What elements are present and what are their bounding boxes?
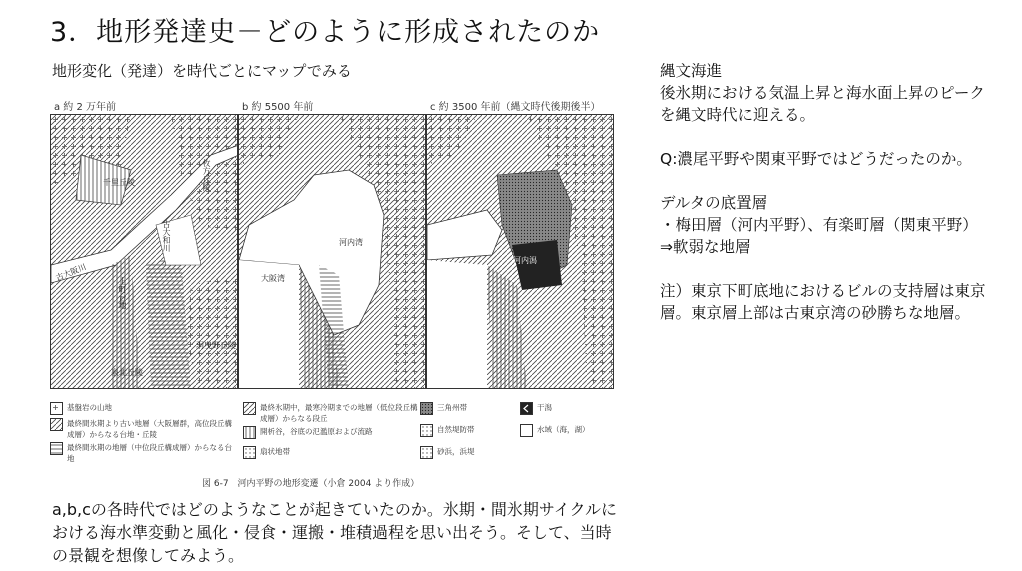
map-c <box>426 114 614 389</box>
map-a-text: 古大阪川 <box>54 262 88 283</box>
notes-delta-result: ⇒軟弱な地層 <box>660 238 751 256</box>
slide-title: 3．地形発達史－どのように形成されたのか <box>50 17 601 48</box>
map-a-text: 羽曳野丘陵 <box>196 341 236 350</box>
notes-delta-item: ・梅田層（河内平野）、有楽町層（関東平野） <box>660 216 978 234</box>
figure-legend <box>50 398 630 462</box>
notes-delta-heading: デルタの底置層 <box>660 194 768 212</box>
legend-item: 三角州帯 <box>420 402 467 415</box>
notes-text: 後氷期における気温上昇と海水面上昇のピークを縄文時代に迎える。 <box>660 84 985 124</box>
map-c-text: 河内潟 <box>513 256 537 265</box>
legend-item: 自然堤防帯 <box>420 424 475 437</box>
map-b-label: b 約 5500 年前 <box>242 102 314 113</box>
notes-panel <box>660 60 990 324</box>
map-a <box>50 114 238 389</box>
map-a-text: 泉北丘陵 <box>111 368 143 377</box>
legend-item: 扇状地帯 <box>243 446 290 459</box>
legend-item: 最終間氷期の地層（中位段丘構成層）からなる台地 <box>50 442 235 464</box>
legend-item: 水域（海，湖） <box>520 424 590 437</box>
landform-figure <box>50 98 630 493</box>
map-b <box>238 114 426 389</box>
legend-item: 開析谷，谷底の氾濫原および流路 <box>243 426 423 439</box>
map-a-text: 古大和川 <box>162 220 171 252</box>
slide-subtitle: 地形変化（発達）を時代ごとにマップでみる <box>52 62 352 80</box>
notes-question: Q:濃尾平野や関東平野ではどうだったのか。 <box>660 150 972 168</box>
figure-caption: 図 6-7 河内平野の地形変遷（小倉 2004 より作成） <box>202 479 420 489</box>
map-b-text: 大阪湾 <box>261 274 285 283</box>
notes-footnote: 注）東京下町底地におけるビルの支持層は東京層。東京層上部は古東京湾の砂勝ちな地層。 <box>660 282 986 322</box>
legend-item: 基盤岩の山地 <box>50 402 112 415</box>
notes-heading: 縄文海進 <box>660 62 723 80</box>
map-a-label: a 約 2 万年前 <box>54 102 117 113</box>
footer-text: a,b,cの各時代ではどのようなことが起きていたのか。氷期・間氷期サイクルにおける海水準変動と風化・侵食・運搬・堆積過程を思い出そう。そして、当時の景観を想像してみよう。 <box>52 500 618 565</box>
map-a-text: 上町台地 <box>118 277 127 309</box>
legend-item: 最終間氷期より古い地層（大阪層群，高位段丘構成層）からなる台地・丘陵 <box>50 418 235 440</box>
map-a-text: 枚方丘陵 <box>202 159 211 191</box>
legend-item: 砂浜，浜堤 <box>420 446 475 459</box>
legend-item: 干潟 <box>520 402 552 415</box>
map-c-label: c 約 3500 年前（縄文時代後期後半） <box>430 102 601 113</box>
map-a-text: 千里丘陵 <box>103 178 135 187</box>
legend-item: 最終氷期中，最寒冷期までの地層（低位段丘構成層）からなる段丘 <box>243 402 423 424</box>
map-b-text: 河内湾 <box>339 238 363 247</box>
